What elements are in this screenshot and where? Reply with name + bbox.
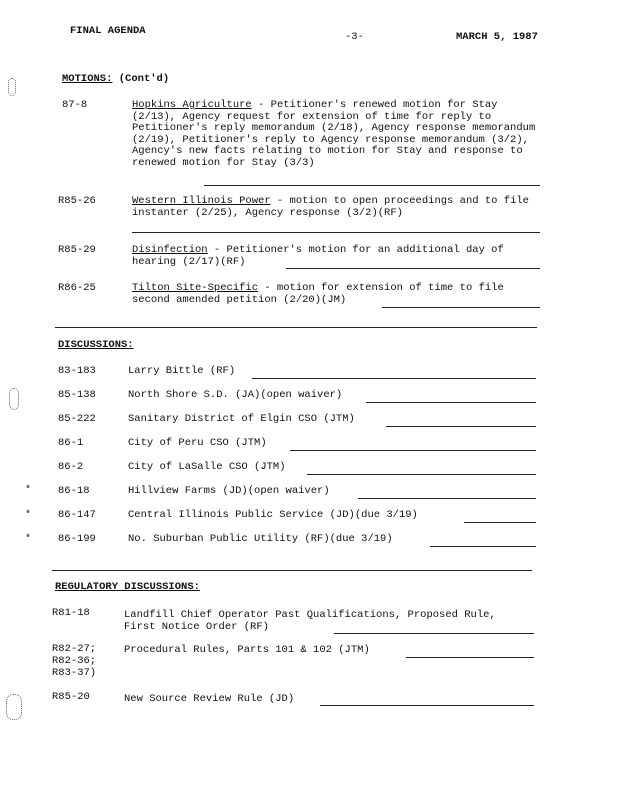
motion-description: Disinfection - Petitioner's motion for an additional day of hearing (2/17)(RF) — [132, 244, 504, 268]
discussion-number: 85-138 — [58, 389, 96, 401]
blank-line — [464, 522, 536, 523]
regulatory-number: R81-18 — [52, 607, 90, 619]
regulatory-number: R82-36; — [52, 655, 97, 667]
star-marker: * — [25, 510, 32, 521]
discussion-text: Hillview Farms (JD)(open waiver) — [128, 485, 330, 497]
regulatory-text: Landfill Chief Operator Past Qualifications, Proposed Rule, First Notice Order (RF) — [124, 609, 496, 633]
blank-line — [366, 402, 536, 403]
star-marker: * — [25, 534, 32, 545]
discussion-number: 83-183 — [58, 365, 96, 377]
regulatory-number: R85-20 — [52, 691, 90, 703]
blank-line — [307, 474, 536, 475]
discussion-number: 85-222 — [58, 413, 96, 425]
blank-line — [290, 450, 536, 451]
discussion-number: 86-2 — [58, 461, 84, 473]
blank-line — [286, 268, 540, 269]
blank-line — [358, 498, 536, 499]
blank-line — [132, 232, 540, 233]
blank-line — [406, 657, 534, 658]
discussion-text: City of LaSalle CSO (JTM) — [128, 461, 286, 473]
motion-description: Western Illinois Power - motion to open proceedings and to file instanter (2/25), Agency response (3/2)(RF) — [132, 195, 529, 219]
motion-number: R85-29 — [58, 244, 96, 256]
star-marker: * — [25, 485, 32, 496]
blank-line — [430, 546, 536, 547]
discussion-number: 86-1 — [58, 437, 84, 449]
regulatory-number: R83-37) — [52, 667, 97, 679]
motion-title: Disinfection — [132, 244, 208, 256]
discussion-text: North Shore S.D. (JA)(open waiver) — [128, 389, 343, 401]
discussion-number: 86-147 — [58, 509, 96, 521]
motion-number: R85-26 — [58, 195, 96, 207]
regulatory-number: R82-27; — [52, 643, 97, 655]
regulatory-text: Procedural Rules, Parts 101 & 102 (JTM) — [124, 644, 370, 656]
blank-line — [386, 426, 536, 427]
motion-title: Tilton Site-Specific — [132, 282, 259, 294]
discussion-text: Sanitary District of Elgin CSO (JTM) — [128, 413, 355, 425]
header-title: FINAL AGENDA — [70, 25, 146, 37]
motion-number: R86-25 — [58, 282, 96, 294]
blank-line — [252, 378, 536, 379]
discussion-text: Central Illinois Public Service (JD)(due 3/19) — [128, 509, 418, 521]
page-number: -3- — [345, 31, 364, 43]
discussion-text: No. Suburban Public Utility (RF)(due 3/19) — [128, 533, 393, 545]
motions-heading: MOTIONS: (Cont'd) — [62, 73, 170, 85]
motion-description: Hopkins Agriculture - Petitioner's renewed motion for Stay (2/13), Agency request for extension of time for reply to Petitioner's reply memorandum (2/18), Agency response memorandum (2/19), Petitioner's reply to Agency response memorandum (3/2), Agency's new facts relating to motion for Stay and response to renewed motion for Stay (3/3) — [132, 99, 536, 169]
discussion-number: 86-199 — [58, 533, 96, 545]
motion-description: Tilton Site-Specific - motion for extension of time to file second amended petition (2/20)(JM) — [132, 282, 504, 306]
separator-line — [55, 327, 537, 328]
header-date: MARCH 5, 1987 — [456, 31, 538, 43]
scan-mark — [6, 694, 22, 720]
blank-line — [204, 185, 540, 186]
blank-line — [382, 307, 540, 308]
regulatory-text: New Source Review Rule (JD) — [124, 693, 295, 705]
scan-mark — [8, 78, 16, 96]
motion-title: Western Illinois Power — [132, 195, 271, 207]
separator-line — [52, 570, 532, 571]
discussion-text: Larry Bittle (RF) — [128, 365, 236, 377]
motion-number: 87-8 — [62, 99, 88, 111]
motion-title: Hopkins Agriculture — [132, 99, 252, 111]
regulatory-heading: REGULATORY DISCUSSIONS: — [55, 581, 200, 593]
blank-line — [334, 633, 534, 634]
discussion-text: City of Peru CSO (JTM) — [128, 437, 267, 449]
discussions-heading: DISCUSSIONS: — [58, 339, 134, 351]
blank-line — [320, 705, 534, 706]
scan-mark — [9, 388, 19, 410]
discussion-number: 86-18 — [58, 485, 90, 497]
